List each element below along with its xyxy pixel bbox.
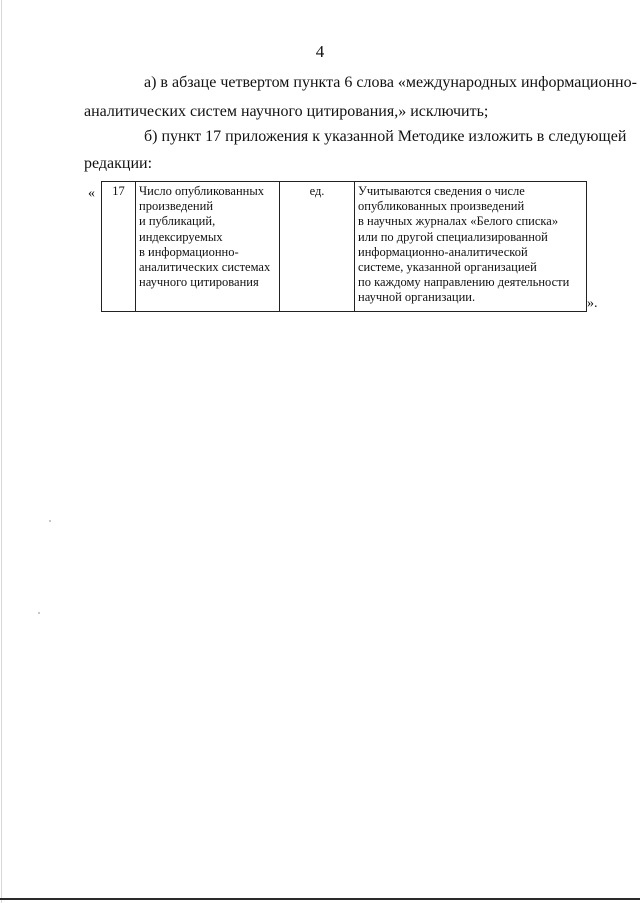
paragraph-b-line-1: б) пункт 17 приложения к указанной Методике изложить в следующей xyxy=(144,128,627,145)
unit-cell xyxy=(280,182,355,312)
indicator-name-line: научного цитирования xyxy=(139,275,259,290)
description-line: по каждому направлению деятельности xyxy=(358,275,570,290)
description-line: в научных журналах «Белого списка» xyxy=(358,214,559,229)
description-line: информационно-аналитической xyxy=(358,244,528,259)
indicator-name-line: и публикаций, xyxy=(139,214,216,229)
description-line: или по другой специализированной xyxy=(358,229,548,244)
indicator-name-line: Число опубликованных xyxy=(139,184,264,198)
indicator-name-line: произведений xyxy=(139,199,214,214)
opening-quote: « xyxy=(88,186,95,201)
closing-quote: ». xyxy=(587,296,598,311)
scan-speck xyxy=(38,612,40,614)
page-number: 4 xyxy=(315,42,325,61)
indicator-name-cell xyxy=(136,182,280,312)
description-line: научной организации. xyxy=(358,290,476,305)
description-cell xyxy=(355,182,587,312)
description-line: Учитываются сведения о числе xyxy=(358,184,525,198)
paragraph-b-line-2: редакции: xyxy=(84,155,153,172)
indicator-name-line: аналитических системах xyxy=(139,260,271,275)
scan-edge-left xyxy=(1,0,2,903)
indicator-name-line: в информационно- xyxy=(139,244,239,259)
indicator-name-line: индексируемых xyxy=(139,229,223,244)
table-row xyxy=(102,182,587,312)
description-line: опубликованных произведений xyxy=(358,199,525,214)
paragraph-a-line-2: аналитических систем научного цитирования,» исключить; xyxy=(84,103,489,120)
scan-speck xyxy=(49,520,51,522)
amendment-table xyxy=(101,181,587,312)
scan-edge-bottom xyxy=(0,898,640,900)
item-number-cell xyxy=(102,182,136,312)
unit-of-measure: ед. xyxy=(309,184,325,198)
item-number: 17 xyxy=(112,184,125,198)
paragraph-a-line-1: а) в абзаце четвертом пункта 6 слова «международных информационно- xyxy=(144,74,637,91)
description-line: системе, указанной организацией xyxy=(358,260,537,275)
